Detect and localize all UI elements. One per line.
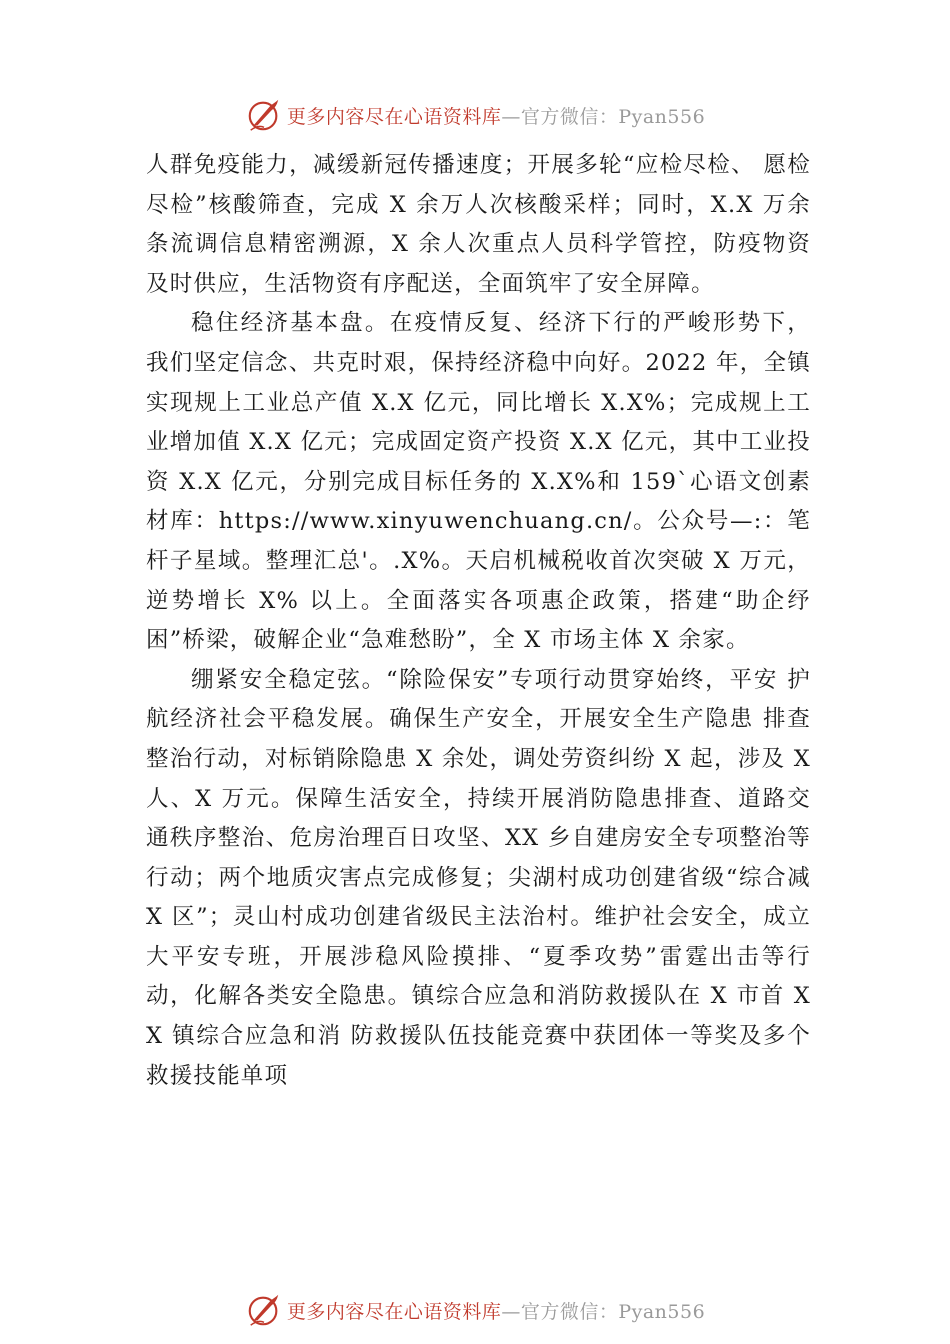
paragraph-economy: 稳住经济基本盘。在疫情反复、经济下行的严峻形势下， 我们坚定信念、共克时艰，保持经济稳中向好。2022 年，全镇实现规上工业总产值 X.X 亿元，同比增长 X.X%；完成规上工业增加值 X.X 亿元；完成固定资产投资 X.X 亿元，其中工业投资 X.X 亿元，分别完成目标任务的 X.X%和 159`心语文创素材库：https://www.xinyuwenchuang.cn/。公众号—:：笔杆子星域。整理汇总'。.X%。天启机械税收首次突破 X 万元，逆势增长 X% 以上。全面落实各项惠企政策，搭建“助企纾困”桥梁，破解企业“急难愁盼”，全 X 市场主体 X 余家。 [146, 310, 811, 654]
quill-logo-icon [245, 1291, 283, 1329]
separator-dash: — [501, 105, 521, 128]
header-watermark [0, 95, 950, 135]
quill-logo-icon [245, 96, 283, 134]
brand-text: 更多内容尽在心语资料库 [286, 105, 502, 128]
separator-dash: — [501, 1300, 521, 1323]
paragraph-epidemic: 人群免疫能力，减缓新冠传播速度；开展多轮“应检尽检、 愿检尽检”核酸筛查，完成 X 余万人次核酸采样；同时，X.X 万余条流调信息精密溯源，X 余人次重点人员科学管控，防疫物资及时供应，生活物资有序配送，全面筑牢了安全屏障。 [146, 152, 811, 297]
footer-watermark [0, 1290, 950, 1330]
contact-text: 官方微信：Pyan556 [520, 1300, 706, 1323]
brand-text: 更多内容尽在心语资料库 [286, 1300, 502, 1323]
contact-text: 官方微信：Pyan556 [520, 105, 706, 128]
document-body [146, 146, 811, 1096]
paragraph-safety: 绷紧安全稳定弦。“除险保安”专项行动贯穿始终，平安 护航经济社会平稳发展。确保生产安全，开展安全生产隐患 排查整治行动，对标销除隐患 X 余处，调处劳资纠纷 X 起，涉及 X 人、X 万元。保障生活安全，持续开展消防隐患排查、道路交通秩序整治、危房治理百日攻坚、XX 乡自建房安全专项整治等行动；两个地质灾害点完成修复；尖湖村成功创建省级“综合减 X 区”；灵山村成功创建省级民主法治村。维护社会安全，成立大平安专班，开展涉稳风险摸排、“夏季攻势”雷霆出击等行动，化解各类安全隐患。镇综合应急和消防救援队在 X 市首 XX 镇综合应急和消 防救援队伍技能竞赛中获团体一等奖及多个救援技能单项 [146, 666, 811, 1089]
